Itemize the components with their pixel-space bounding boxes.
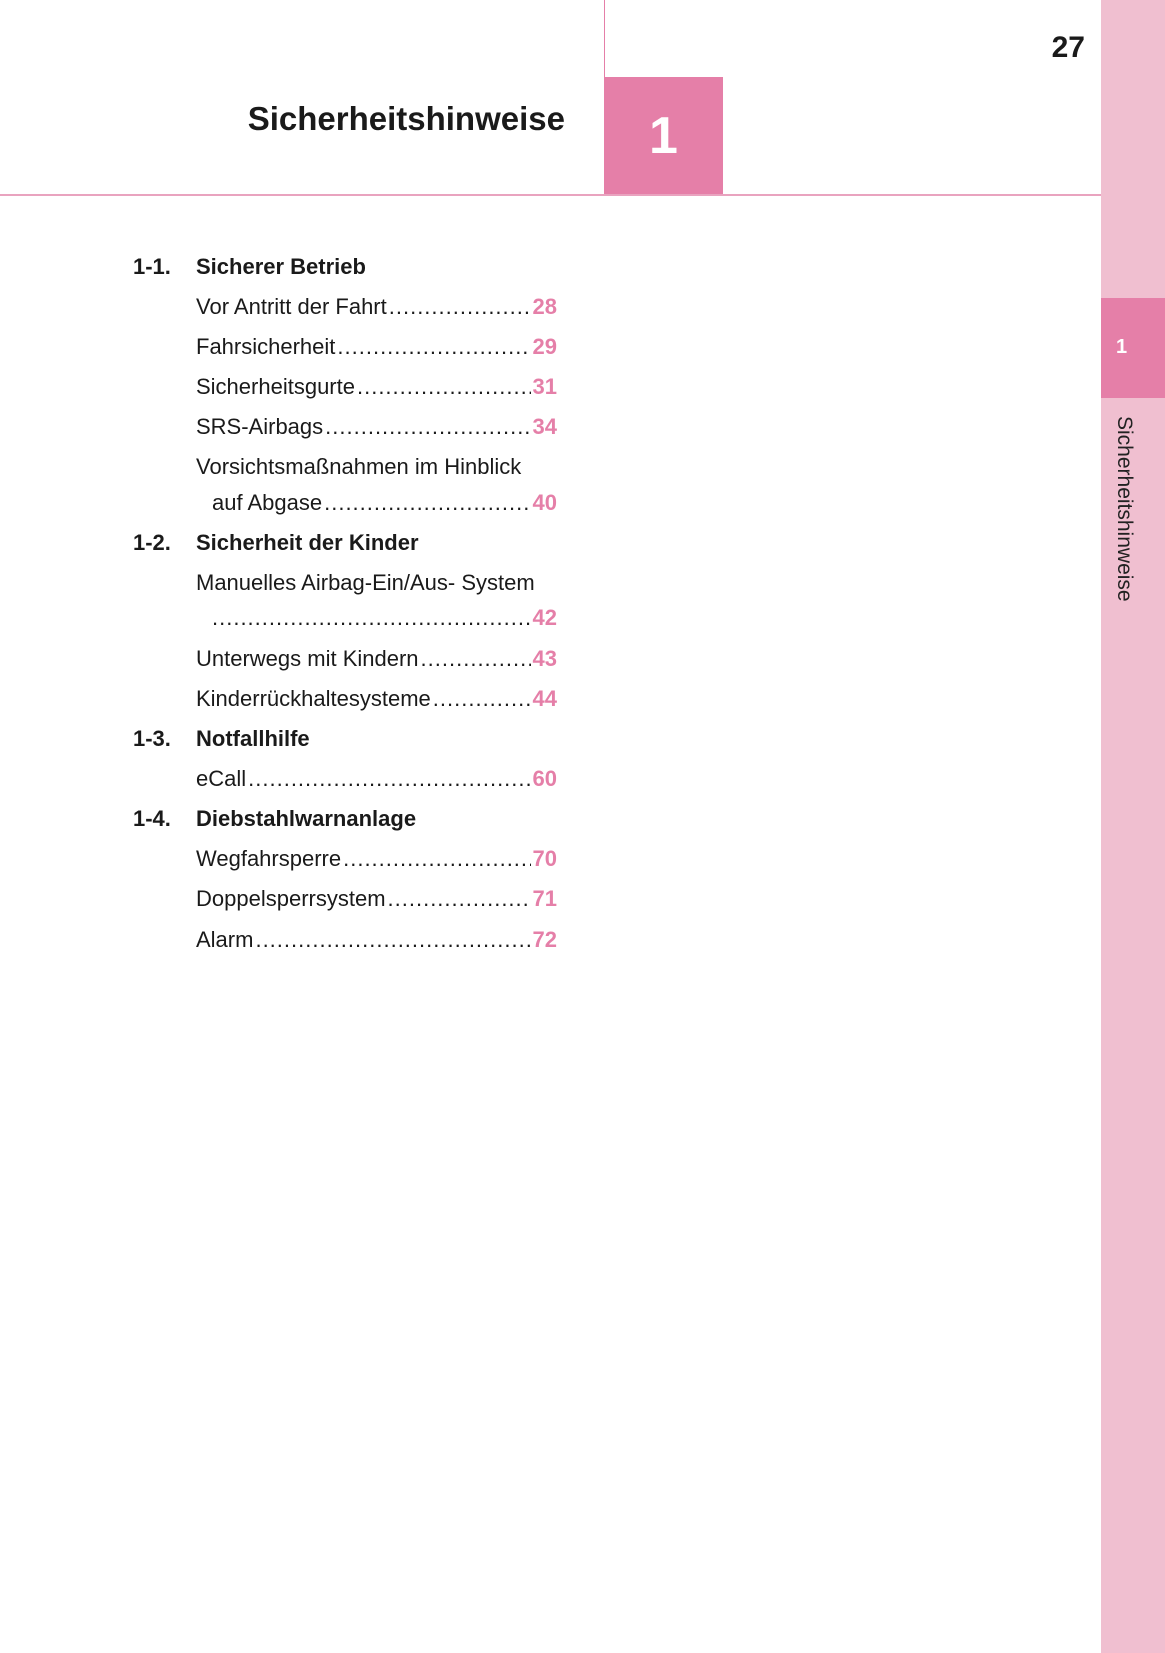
toc-entry[interactable]: [196, 844, 557, 874]
toc-entry[interactable]: [196, 372, 557, 402]
entry-page[interactable]: 28: [532, 294, 557, 319]
entry-label: auf Abgase: [212, 490, 323, 515]
sidebar-chapter-tab[interactable]: [1101, 298, 1165, 398]
section-title: Sicherer Betrieb: [196, 254, 366, 279]
entry-label: SRS-Airbags: [196, 414, 324, 439]
dot-leader: [255, 925, 530, 955]
entry-page[interactable]: 72: [532, 927, 557, 952]
entry-page[interactable]: 70: [532, 846, 557, 871]
entry-label: Alarm: [196, 927, 254, 952]
section-title: Notfallhilfe: [196, 726, 310, 751]
dot-leader: [337, 332, 530, 362]
entry-label: Fahrsicherheit: [196, 334, 336, 359]
toc-entry[interactable]: [196, 925, 557, 955]
toc-entry[interactable]: [196, 644, 557, 674]
toc-entry[interactable]: [196, 884, 557, 914]
entry-page[interactable]: 42: [532, 605, 557, 630]
dot-leader: [324, 488, 530, 518]
chapter-number-box: 1: [604, 77, 723, 195]
entry-page[interactable]: 43: [532, 646, 557, 671]
dot-leader: [389, 292, 531, 322]
entry-label: Unterwegs mit Kindern: [196, 646, 419, 671]
section-title: Sicherheit der Kinder: [196, 530, 419, 555]
entry-label: Kinderrückhaltesysteme: [196, 686, 431, 711]
dot-leader: [357, 372, 531, 402]
toc-section-1-4: [133, 804, 557, 834]
toc-section-1-3: [133, 724, 557, 754]
dot-leader: [343, 844, 530, 874]
entry-page[interactable]: 34: [532, 414, 557, 439]
toc-entry[interactable]: [196, 292, 557, 322]
entry-page[interactable]: 31: [532, 374, 557, 399]
section-number: 1-2.: [133, 530, 171, 555]
section-number: 1-1.: [133, 254, 171, 279]
entry-label-line1[interactable]: Vorsichtsmaßnahmen im Hinblick: [196, 454, 522, 479]
dot-leader: [433, 684, 531, 714]
entry-page[interactable]: 60: [532, 766, 557, 791]
dot-leader: [248, 764, 530, 794]
dot-leader: [212, 603, 531, 633]
entry-page[interactable]: 71: [532, 886, 557, 911]
entry-page[interactable]: 44: [532, 686, 557, 711]
toc-entry[interactable]: [212, 603, 557, 633]
page-number: 27: [1051, 31, 1085, 64]
entry-label: Sicherheitsgurte: [196, 374, 355, 399]
section-number: 1-4.: [133, 806, 171, 831]
sidebar-tab-number: 1: [1116, 336, 1128, 358]
entry-label: Wegfahrsperre: [196, 846, 342, 871]
dot-leader: [388, 884, 531, 914]
entry-label: Vor Antritt der Fahrt: [196, 294, 387, 319]
header-divider: [0, 194, 1101, 196]
sidebar-strip: [1101, 0, 1165, 1653]
toc-entry[interactable]: [212, 488, 557, 518]
entry-page[interactable]: 40: [532, 490, 557, 515]
toc-entry[interactable]: [196, 332, 557, 362]
sidebar-chapter-label: Sicherheitshinweise: [1113, 416, 1136, 602]
header-divider-vertical: [604, 0, 605, 77]
toc-entry[interactable]: [196, 764, 557, 794]
section-title: Diebstahlwarnanlage: [196, 806, 417, 831]
entry-page[interactable]: 29: [532, 334, 557, 359]
toc-entry[interactable]: [196, 684, 557, 714]
entry-label: Doppelsperrsystem: [196, 886, 386, 911]
dot-leader: [421, 644, 531, 674]
toc-section-1-2: [133, 528, 557, 558]
entry-label: eCall: [196, 766, 247, 791]
entry-label-line1[interactable]: Manuelles Airbag-Ein/Aus- System: [196, 570, 535, 595]
toc-section-1-1: [133, 252, 557, 282]
page-title: Sicherheitshinweise: [247, 100, 565, 137]
dot-leader: [325, 412, 530, 442]
section-number: 1-3.: [133, 726, 171, 751]
toc-entry[interactable]: [196, 412, 557, 442]
